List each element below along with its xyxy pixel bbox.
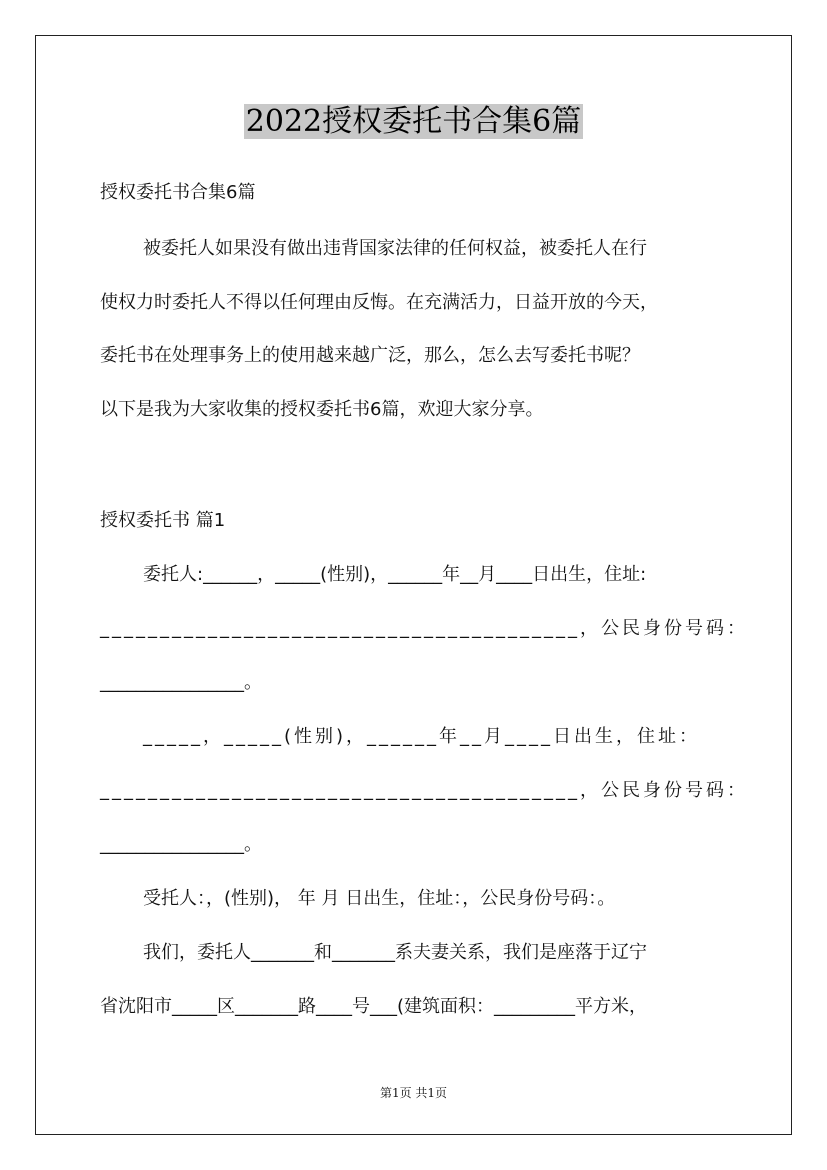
intro-line-1: 被委托人如果没有做出违背国家法律的任何权益，被委托人在行	[143, 238, 647, 259]
principal-line-3: ________________。	[100, 672, 262, 693]
agent-line: 受托人：，(性别)， 年 月 日出生，住址：，公民身份号码：。	[143, 888, 616, 909]
intro-line-2: 使权力时委托人不得以任何理由反悔。在充满活力，日益开放的今天，	[100, 292, 658, 313]
section-heading: 授权委托书 篇1	[100, 510, 226, 531]
document-title: 2022授权委托书合集6篇	[245, 104, 582, 139]
page-footer: 第1页 共1页	[379, 1086, 448, 1100]
spouse-line-3: ________________。	[100, 834, 262, 855]
intro-line-4: 以下是我为大家收集的授权委托书6篇，欢迎大家分享。	[100, 399, 544, 420]
principal-line-1: 委托人:______，_____(性别)，______年__月____日出生，住址:	[143, 564, 647, 585]
property-line-1: 我们，委托人_______和_______系夫妻关系，我们是座落于辽宁	[143, 942, 647, 963]
property-line-2: 省沈阳市_____区_______路____号___(建筑面积：_________平方米，	[100, 996, 648, 1017]
document-subtitle: 授权委托书合集6篇	[100, 182, 256, 203]
spouse-line-1: _____，_____(性别)，______年__月____日出生，住址：	[143, 726, 701, 747]
principal-line-2: ________________________________________，公民身份号码：	[100, 618, 748, 639]
intro-line-3: 委托书在处理事务上的使用越来越广泛，那么，怎么去写委托书呢？	[100, 345, 640, 366]
spouse-line-2: ________________________________________，公民身份号码：	[100, 780, 748, 801]
